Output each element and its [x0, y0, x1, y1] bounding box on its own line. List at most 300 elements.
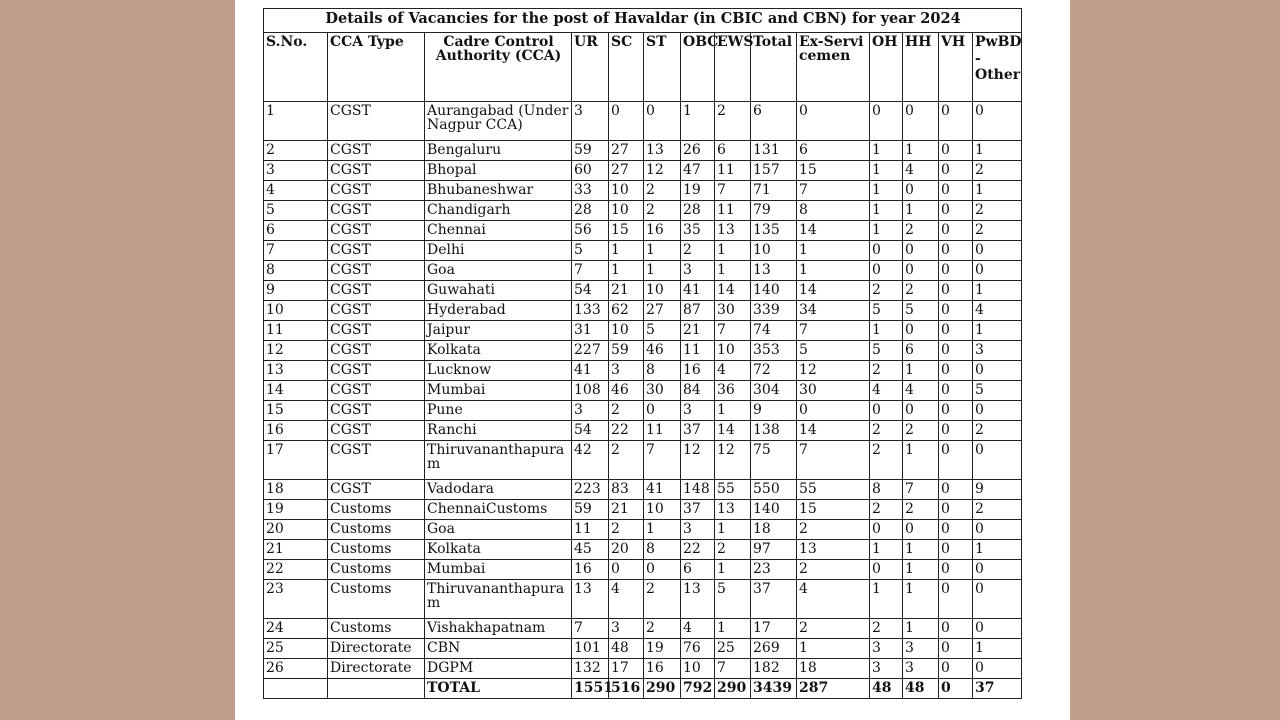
cell-cca-type: Customs [328, 619, 425, 639]
header-ews: EWS [715, 33, 751, 102]
cell-vh: 0 [939, 141, 973, 161]
cell-sno: 23 [264, 580, 328, 619]
cell-pwbd-other: 5 [973, 381, 1022, 401]
cell-obc: 41 [681, 281, 715, 301]
cell-ur: 13 [572, 580, 609, 619]
cell-total: 182 [751, 659, 797, 679]
cell-obc: 26 [681, 141, 715, 161]
header-obc: OBC [681, 33, 715, 102]
cell-sno: 1 [264, 102, 328, 141]
cell-sc: 15 [609, 221, 644, 241]
cell-sno: 11 [264, 321, 328, 341]
header-st: ST [644, 33, 681, 102]
header-pwbd-other: Other [975, 67, 1021, 83]
cell-st: 13 [644, 141, 681, 161]
cell-total: 18 [751, 520, 797, 540]
cell-cca-type: CGST [328, 102, 425, 141]
cell-ews: 1 [715, 619, 751, 639]
cell-ews: 5 [715, 580, 751, 619]
cell-total: 140 [751, 281, 797, 301]
table-row [264, 261, 1022, 281]
header-ex-servicemen: Ex-Servicemen [797, 33, 870, 102]
cell-vh: 0 [939, 639, 973, 659]
cell-sc: 46 [609, 381, 644, 401]
cell-sno: 8 [264, 261, 328, 281]
cell-oh: 1 [870, 221, 903, 241]
table-row [264, 361, 1022, 381]
table-row [264, 221, 1022, 241]
cell-pwbd-other: 0 [973, 401, 1022, 421]
cell-cca: Chandigarh [425, 201, 572, 221]
cell-cca: Jaipur [425, 321, 572, 341]
cell-st: 2 [644, 619, 681, 639]
cell-st: 8 [644, 361, 681, 381]
cell-vh: 0 [939, 221, 973, 241]
cell-ex-servicemen: 2 [797, 520, 870, 540]
cell-hh: 0 [903, 321, 939, 341]
cell-hh: 3 [903, 659, 939, 679]
cell-total: 304 [751, 381, 797, 401]
cell-hh: 0 [903, 181, 939, 201]
table-row [264, 341, 1022, 361]
cell-pwbd-other: 4 [973, 301, 1022, 321]
cell-sno: 17 [264, 441, 328, 480]
cell-oh: 1 [870, 141, 903, 161]
cell-hh: 1 [903, 201, 939, 221]
total-cell-sc: 516 [609, 679, 644, 699]
cell-obc: 84 [681, 381, 715, 401]
cell-ur: 59 [572, 500, 609, 520]
cell-cca: Thiruvananthapura m [425, 441, 572, 480]
cell-cca-type: CGST [328, 241, 425, 261]
cell-obc: 35 [681, 221, 715, 241]
cell-vh: 0 [939, 201, 973, 221]
cell-pwbd-other: 1 [973, 540, 1022, 560]
cell-ews: 7 [715, 321, 751, 341]
cell-ur: 31 [572, 321, 609, 341]
cell-cca: Goa [425, 261, 572, 281]
cell-sno: 6 [264, 221, 328, 241]
cell-vh: 0 [939, 421, 973, 441]
table-row [264, 321, 1022, 341]
cell-st: 11 [644, 421, 681, 441]
cell-sno: 18 [264, 480, 328, 500]
cell-ex-servicemen: 14 [797, 421, 870, 441]
cell-sno: 12 [264, 341, 328, 361]
cell-sno: 19 [264, 500, 328, 520]
cell-ex-servicemen: 30 [797, 381, 870, 401]
cell-pwbd-other: 0 [973, 361, 1022, 381]
cell-hh: 0 [903, 241, 939, 261]
cell-cca-type: CGST [328, 301, 425, 321]
cell-oh: 5 [870, 301, 903, 321]
cell-ur: 11 [572, 520, 609, 540]
total-cell-ews: 290 [715, 679, 751, 699]
cell-pwbd-other: 0 [973, 520, 1022, 540]
cell-vh: 0 [939, 401, 973, 421]
cell-pwbd-other: 0 [973, 619, 1022, 639]
cell-pwbd-other: 0 [973, 580, 1022, 619]
vacancy-table [263, 8, 1022, 699]
cell-ex-servicemen: 15 [797, 500, 870, 520]
cell-st: 1 [644, 261, 681, 281]
total-cell-vh: 0 [939, 679, 973, 699]
cell-oh: 2 [870, 619, 903, 639]
cell-pwbd-other: 1 [973, 639, 1022, 659]
cell-cca-type: CGST [328, 441, 425, 480]
cell-hh: 1 [903, 441, 939, 480]
cell-total: 157 [751, 161, 797, 181]
cell-ex-servicemen: 1 [797, 639, 870, 659]
table-row [264, 659, 1022, 679]
cell-obc: 148 [681, 480, 715, 500]
cell-cca: Vadodara [425, 480, 572, 500]
cell-ex-servicemen: 4 [797, 580, 870, 619]
cell-sc: 3 [609, 361, 644, 381]
cell-ur: 3 [572, 401, 609, 421]
cell-vh: 0 [939, 500, 973, 520]
cell-vh: 0 [939, 181, 973, 201]
total-cell-st: 290 [644, 679, 681, 699]
total-cell-sno [264, 679, 328, 699]
total-cell-pwbd-other: 37 [973, 679, 1022, 699]
cell-sno: 9 [264, 281, 328, 301]
cell-ews: 2 [715, 102, 751, 141]
cell-cca: Kolkata [425, 341, 572, 361]
cell-sc: 2 [609, 520, 644, 540]
table-header-row [264, 33, 1022, 102]
cell-obc: 47 [681, 161, 715, 181]
cell-total: 140 [751, 500, 797, 520]
cell-obc: 11 [681, 341, 715, 361]
cell-ex-servicemen: 1 [797, 241, 870, 261]
cell-pwbd-other: 0 [973, 102, 1022, 141]
table-row [264, 181, 1022, 201]
cell-vh: 0 [939, 161, 973, 181]
cell-pwbd-other: 2 [973, 421, 1022, 441]
cell-ur: 223 [572, 480, 609, 500]
cell-cca-type: Customs [328, 520, 425, 540]
cell-ex-servicemen: 14 [797, 281, 870, 301]
table-row [264, 580, 1022, 619]
table-row [264, 201, 1022, 221]
cell-hh: 4 [903, 381, 939, 401]
cell-ews: 12 [715, 441, 751, 480]
cell-oh: 0 [870, 520, 903, 540]
cell-hh: 2 [903, 281, 939, 301]
cell-vh: 0 [939, 520, 973, 540]
header-sno: S.No. [264, 33, 328, 102]
cell-ur: 33 [572, 181, 609, 201]
cell-cca-type: CGST [328, 341, 425, 361]
cell-ur: 45 [572, 540, 609, 560]
cell-ex-servicemen: 1 [797, 261, 870, 281]
table-row [264, 441, 1022, 480]
cell-pwbd-other: 2 [973, 221, 1022, 241]
cell-total: 9 [751, 401, 797, 421]
cell-cca: Guwahati [425, 281, 572, 301]
cell-ur: 108 [572, 381, 609, 401]
total-row [264, 679, 1022, 699]
cell-ews: 55 [715, 480, 751, 500]
cell-ews: 1 [715, 560, 751, 580]
cell-st: 16 [644, 221, 681, 241]
cell-sno: 25 [264, 639, 328, 659]
cell-obc: 2 [681, 241, 715, 261]
table-row [264, 480, 1022, 500]
cell-oh: 0 [870, 560, 903, 580]
cell-sc: 20 [609, 540, 644, 560]
cell-oh: 0 [870, 102, 903, 141]
cell-oh: 3 [870, 639, 903, 659]
cell-ex-servicemen: 8 [797, 201, 870, 221]
table-body [264, 102, 1022, 699]
cell-st: 19 [644, 639, 681, 659]
cell-obc: 76 [681, 639, 715, 659]
cell-ex-servicemen: 34 [797, 301, 870, 321]
total-cell-cca-type [328, 679, 425, 699]
cell-sno: 26 [264, 659, 328, 679]
cell-vh: 0 [939, 102, 973, 141]
cell-ur: 59 [572, 141, 609, 161]
table-row [264, 281, 1022, 301]
cell-pwbd-other: 3 [973, 341, 1022, 361]
cell-sc: 48 [609, 639, 644, 659]
cell-sc: 3 [609, 619, 644, 639]
cell-oh: 1 [870, 161, 903, 181]
cell-ex-servicemen: 7 [797, 181, 870, 201]
cell-ews: 13 [715, 221, 751, 241]
cell-ur: 133 [572, 301, 609, 321]
cell-ews: 25 [715, 639, 751, 659]
cell-st: 16 [644, 659, 681, 679]
cell-sc: 10 [609, 181, 644, 201]
cell-oh: 0 [870, 401, 903, 421]
total-cell-cca: TOTAL [425, 679, 572, 699]
cell-st: 1 [644, 241, 681, 261]
cell-obc: 3 [681, 401, 715, 421]
cell-sno: 2 [264, 141, 328, 161]
cell-obc: 87 [681, 301, 715, 321]
cell-sno: 22 [264, 560, 328, 580]
cell-ur: 42 [572, 441, 609, 480]
cell-sno: 7 [264, 241, 328, 261]
cell-oh: 8 [870, 480, 903, 500]
cell-sc: 83 [609, 480, 644, 500]
cell-ex-servicemen: 7 [797, 441, 870, 480]
cell-cca-type: CGST [328, 281, 425, 301]
table-row [264, 381, 1022, 401]
cell-sc: 10 [609, 201, 644, 221]
cell-st: 2 [644, 181, 681, 201]
header-pwbd [973, 33, 1022, 102]
cell-cca-type: Customs [328, 580, 425, 619]
cell-total: 353 [751, 341, 797, 361]
cell-total: 79 [751, 201, 797, 221]
document-page [235, 0, 1070, 720]
cell-st: 46 [644, 341, 681, 361]
total-cell-hh: 48 [903, 679, 939, 699]
cell-cca-type: Customs [328, 500, 425, 520]
cell-ex-servicemen: 14 [797, 221, 870, 241]
cell-cca: Hyderabad [425, 301, 572, 321]
cell-hh: 2 [903, 421, 939, 441]
cell-vh: 0 [939, 580, 973, 619]
cell-total: 23 [751, 560, 797, 580]
header-vh: VH [939, 33, 973, 102]
cell-cca: Delhi [425, 241, 572, 261]
cell-sno: 24 [264, 619, 328, 639]
cell-ews: 1 [715, 261, 751, 281]
cell-ews: 14 [715, 421, 751, 441]
cell-cca: CBN [425, 639, 572, 659]
cell-hh: 1 [903, 560, 939, 580]
cell-cca-type: CGST [328, 480, 425, 500]
table-row [264, 241, 1022, 261]
cell-total: 97 [751, 540, 797, 560]
header-pwbd-dash: - [975, 51, 981, 67]
cell-sno: 21 [264, 540, 328, 560]
cell-pwbd-other: 1 [973, 281, 1022, 301]
cell-cca: Goa [425, 520, 572, 540]
cell-ur: 16 [572, 560, 609, 580]
cell-st: 12 [644, 161, 681, 181]
cell-cca-type: CGST [328, 141, 425, 161]
cell-total: 13 [751, 261, 797, 281]
cell-vh: 0 [939, 261, 973, 281]
total-cell-ex-servicemen: 287 [797, 679, 870, 699]
cell-obc: 3 [681, 261, 715, 281]
cell-oh: 1 [870, 580, 903, 619]
cell-ex-servicemen: 2 [797, 560, 870, 580]
cell-pwbd-other: 1 [973, 321, 1022, 341]
cell-st: 0 [644, 560, 681, 580]
cell-ews: 11 [715, 201, 751, 221]
cell-sno: 10 [264, 301, 328, 321]
cell-ex-servicemen: 2 [797, 619, 870, 639]
cell-oh: 1 [870, 540, 903, 560]
cell-vh: 0 [939, 659, 973, 679]
cell-hh: 0 [903, 102, 939, 141]
cell-ex-servicemen: 7 [797, 321, 870, 341]
cell-ex-servicemen: 5 [797, 341, 870, 361]
header-sc: SC [609, 33, 644, 102]
cell-ur: 56 [572, 221, 609, 241]
header-cca: Cadre Control Authority (CCA) [425, 33, 572, 102]
cell-sc: 2 [609, 441, 644, 480]
cell-sc: 0 [609, 560, 644, 580]
cell-vh: 0 [939, 381, 973, 401]
total-cell-total: 3439 [751, 679, 797, 699]
table-row [264, 619, 1022, 639]
cell-oh: 0 [870, 241, 903, 261]
cell-vh: 0 [939, 341, 973, 361]
cell-cca-type: CGST [328, 181, 425, 201]
cell-total: 138 [751, 421, 797, 441]
cell-hh: 7 [903, 480, 939, 500]
cell-oh: 2 [870, 500, 903, 520]
cell-oh: 3 [870, 659, 903, 679]
cell-cca: Ranchi [425, 421, 572, 441]
cell-total: 339 [751, 301, 797, 321]
cell-ur: 28 [572, 201, 609, 221]
table-row [264, 520, 1022, 540]
cell-hh: 1 [903, 540, 939, 560]
cell-ur: 7 [572, 619, 609, 639]
cell-cca: Pune [425, 401, 572, 421]
cell-oh: 1 [870, 321, 903, 341]
cell-st: 2 [644, 580, 681, 619]
cell-vh: 0 [939, 480, 973, 500]
cell-hh: 1 [903, 141, 939, 161]
table-row [264, 560, 1022, 580]
cell-sc: 21 [609, 500, 644, 520]
header-hh: HH [903, 33, 939, 102]
cell-sno: 4 [264, 181, 328, 201]
cell-total: 131 [751, 141, 797, 161]
cell-ews: 2 [715, 540, 751, 560]
cell-ur: 41 [572, 361, 609, 381]
cell-oh: 0 [870, 261, 903, 281]
cell-total: 135 [751, 221, 797, 241]
cell-hh: 2 [903, 500, 939, 520]
cell-obc: 28 [681, 201, 715, 221]
cell-hh: 0 [903, 401, 939, 421]
cell-ex-servicemen: 55 [797, 480, 870, 500]
cell-pwbd-other: 0 [973, 441, 1022, 480]
cell-oh: 2 [870, 421, 903, 441]
cell-obc: 12 [681, 441, 715, 480]
cell-cca: Thiruvananthapura m [425, 580, 572, 619]
total-cell-ur: 1551 [572, 679, 609, 699]
cell-vh: 0 [939, 560, 973, 580]
table-row [264, 540, 1022, 560]
cell-cca: Bengaluru [425, 141, 572, 161]
cell-cca-type: Directorate [328, 659, 425, 679]
table-row [264, 639, 1022, 659]
cell-st: 5 [644, 321, 681, 341]
cell-oh: 5 [870, 341, 903, 361]
cell-cca: Bhubaneshwar [425, 181, 572, 201]
cell-hh: 0 [903, 261, 939, 281]
cell-sc: 1 [609, 261, 644, 281]
cell-sc: 27 [609, 141, 644, 161]
cell-total: 72 [751, 361, 797, 381]
cell-pwbd-other: 0 [973, 659, 1022, 679]
cell-cca-type: CGST [328, 161, 425, 181]
cell-sno: 3 [264, 161, 328, 181]
cell-st: 2 [644, 201, 681, 221]
table-row [264, 500, 1022, 520]
table-title: Details of Vacancies for the post of Havaldar (in CBIC and CBN) for year 2024 [264, 9, 1022, 33]
cell-hh: 4 [903, 161, 939, 181]
cell-hh: 2 [903, 221, 939, 241]
cell-st: 41 [644, 480, 681, 500]
cell-vh: 0 [939, 241, 973, 261]
table-row [264, 401, 1022, 421]
total-cell-oh: 48 [870, 679, 903, 699]
cell-sc: 1 [609, 241, 644, 261]
cell-ews: 1 [715, 401, 751, 421]
cell-cca: Mumbai [425, 560, 572, 580]
cell-vh: 0 [939, 281, 973, 301]
cell-ews: 7 [715, 659, 751, 679]
cell-obc: 10 [681, 659, 715, 679]
cell-sc: 27 [609, 161, 644, 181]
cell-ur: 3 [572, 102, 609, 141]
cell-oh: 2 [870, 361, 903, 381]
table-row [264, 102, 1022, 141]
